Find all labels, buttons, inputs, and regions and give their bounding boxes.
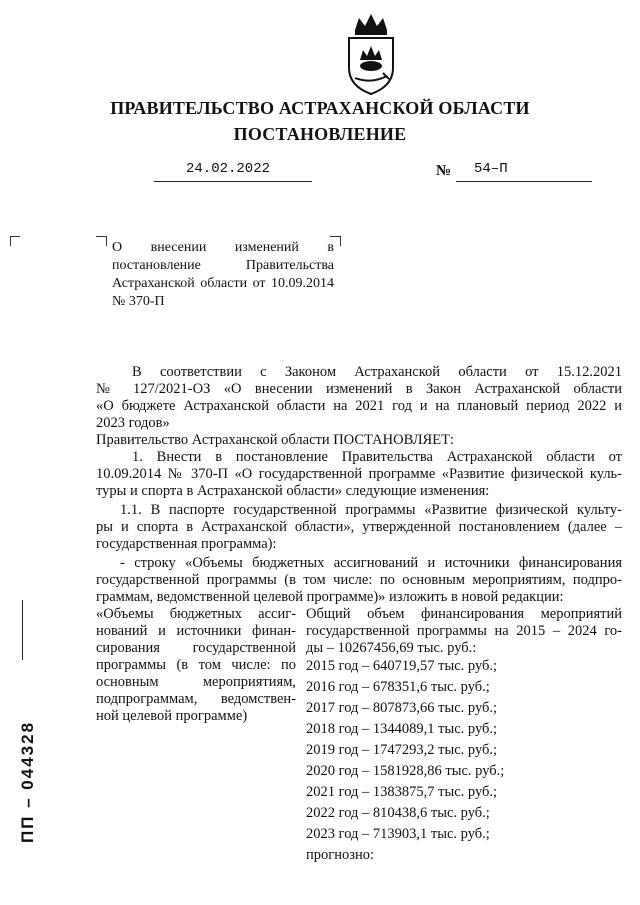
document-type-title: ПОСТАНОВЛЕНИЕ (233, 124, 407, 144)
p4-line3: государственная программа): (96, 536, 277, 552)
serial-number: ПП – 044328 (18, 720, 37, 844)
p3-line2: 10.09.2014 № 370-П «О государственной программе «Развитие физической куль- (96, 466, 622, 482)
resolution-phrase: Правительство Астраханской области ПОСТАНОВЛЯЕТ: (96, 432, 454, 448)
year-row: 2019 год – 1747293,2 тыс. руб.; (306, 742, 498, 758)
year-row: 2020 год – 1581928,86 тыс. руб.; (306, 763, 505, 779)
p5-line2: государственной программы (в том числе: по основным мероприятиям, подпро- (96, 572, 622, 588)
year-row: 2015 год – 640719,57 тыс. руб.; (306, 658, 498, 674)
right-intro-2: государственной программы на 2015 – 2024 го- (306, 623, 622, 639)
left-line-4: программы (в том числе: по (96, 657, 296, 673)
date-underline (154, 181, 312, 182)
subject-left-bracket (96, 236, 106, 237)
p3-line3: туры и спорта в Астраханской области» следующие изменения: (96, 483, 490, 499)
left-line-6: подпрограммам, ведомствен- (96, 691, 296, 707)
p3-line1: 1. Внести в постановление Правительства Астраханской области от (132, 449, 622, 465)
left-corner-mark-vertical (10, 236, 11, 246)
right-intro-1: Общий объем финансирования мероприятий (306, 606, 622, 622)
p5-line3: граммам, ведомственной целевой программе)» изложить в новой редакции: (96, 589, 564, 605)
subject-left-bracket-vertical (106, 236, 107, 246)
serial-stamp (10, 710, 46, 870)
number-sign: № (436, 163, 452, 179)
year-row: 2021 год – 1383875,7 тыс. руб.; (306, 784, 498, 800)
year-row: 2022 год – 810438,6 тыс. руб.; (306, 805, 490, 821)
document-date: 24.02.2022 (186, 161, 271, 177)
year-row: 2023 год – 713903,1 тыс. руб.; (306, 826, 490, 842)
coat-of-arms-emblem (343, 10, 399, 96)
year-row: 2017 год – 807873,66 тыс. руб.; (306, 700, 498, 716)
year-row: 2016 год – 678351,6 тыс. руб.; (306, 679, 490, 695)
number-underline (456, 181, 592, 182)
p1-line3: «О бюджете Астраханской области на 2021 год и на плановый период 2022 и (96, 398, 622, 414)
left-line-2: нований и источники финан- (96, 623, 296, 639)
p4-line2: ры и спорта в Астраханской области», утвержденной постановлением (далее – (96, 519, 622, 535)
p1-line1: В соответствии с Законом Астраханской области от 15.12.2021 (132, 364, 622, 380)
subject-right-bracket-vertical (340, 236, 341, 246)
p4-line1: 1.1. В паспорте государственной программы «Развитие физической культу- (120, 502, 622, 518)
left-corner-mark (10, 236, 20, 237)
year-row: 2018 год – 1344089,1 тыс. руб.; (306, 721, 498, 737)
left-line-1: «Объемы бюджетных ассиг- (96, 606, 296, 622)
subject-right-bracket (330, 236, 340, 237)
table-left-cell (96, 606, 296, 725)
left-line-3: сирования государственной (96, 640, 296, 656)
margin-rule (22, 600, 23, 660)
p5-line1: - строку «Объемы бюджетных ассигнований и источники финансирования (120, 555, 622, 571)
right-intro-3: ды – 10267456,69 тыс. руб.: (306, 640, 477, 656)
left-line-5: основным мероприятиям, (96, 674, 296, 690)
p1-line4: 2023 годов» (96, 415, 170, 431)
left-line-7: ной целевой программе) (96, 708, 248, 724)
document-number: 54–П (474, 161, 508, 177)
table-right-cell (306, 606, 622, 657)
forecast-label: прогнозно: (306, 847, 374, 863)
organization-title: ПРАВИТЕЛЬСТВО АСТРАХАНСКОЙ ОБЛАСТИ (110, 98, 530, 118)
p1-line2: № 127/2021-ОЗ «О внесении изменений в Закон Астраханской области (96, 381, 622, 397)
document-subject: О внесении изменений в постановление Правительства Астраханской области от 10.09.2014 № 370-П (112, 240, 334, 309)
